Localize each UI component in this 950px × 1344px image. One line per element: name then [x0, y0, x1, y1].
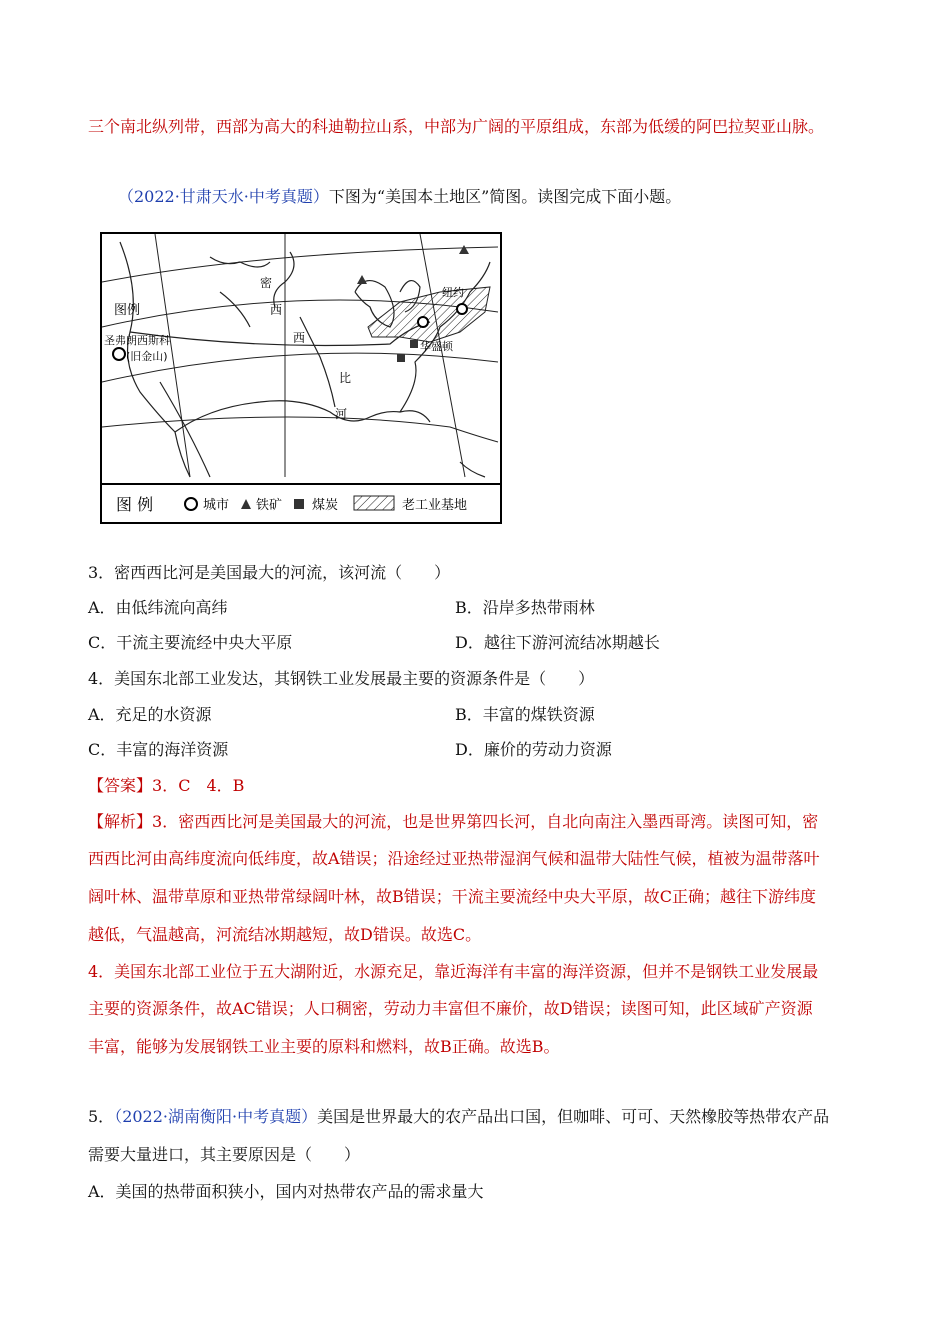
legend-title: 图 例 [116, 495, 154, 514]
legend-coal-label: 煤炭 [312, 498, 339, 513]
analysis-line: 越低，气温越高，河流结冰期越短，故D错误。故选C。 [88, 925, 482, 944]
q5-stem-text: 美国是世界最大的农产品出口国，但咖啡、可可、天然橡胶等热带农产品 [317, 1107, 830, 1126]
analysis-tag: 【解析】 [88, 812, 153, 831]
q5-stem [88, 1106, 829, 1128]
q4-stem: 4．美国东北部工业发达，其钢铁工业发展最主要的资源条件是（ ） [88, 669, 595, 688]
river-label: 西 [293, 331, 306, 345]
river-label: 比 [339, 371, 352, 385]
q4-option-d[interactable]: D．廉价的劳动力资源 [455, 740, 612, 759]
legend-old-base-label: 老工业基地 [402, 498, 468, 513]
legend-coal-icon [294, 499, 304, 509]
q4-option-a[interactable]: A．充足的水资源 [88, 705, 212, 724]
analysis-line: 丰富，能够为发展钢铁工业主要的原料和燃料，故B正确。故选B。 [88, 1037, 560, 1056]
q3-stem: 3．密西西比河是美国最大的河流，该河流（ ） [88, 563, 451, 582]
intro-text: 三个南北纵列带，西部为高大的科迪勒拉山系，中部为广阔的平原组成，东部为低缓的阿巴拉契亚山脉。 [88, 117, 825, 136]
river-label: 密 [260, 276, 273, 290]
answer-text: 3．C 4．B [152, 776, 245, 795]
analysis-text: 3．密西西比河是美国最大的河流，也是世界第四长河，自北向南注入墨西哥湾。读图可知，密 [152, 812, 819, 831]
q5-option-a[interactable]: A．美国的热带面积狭小，国内对热带农产品的需求量大 [88, 1182, 484, 1201]
city-marker [113, 348, 125, 360]
question-source: （2022·甘肃天水·中考真题） [118, 187, 329, 206]
question-prompt: 下图为“美国本土地区”简图。读图完成下面小题。 [328, 187, 682, 206]
river-label: 河 [335, 407, 348, 421]
coal-marker [397, 354, 405, 362]
city-label-sf-alt: (旧金山) [126, 350, 168, 363]
analysis-line: 4．美国东北部工业位于五大湖附近，水源充足，靠近海洋有丰富的海洋资源，但并不是钢铁工业发展最 [88, 962, 819, 981]
us-map-figure [100, 232, 502, 524]
river-label: 西 [270, 303, 283, 317]
q3-option-a[interactable]: A．由低纬流向高纬 [88, 598, 228, 617]
q4-option-c[interactable]: C．丰富的海洋资源 [88, 740, 229, 759]
q5-number: 5． [88, 1107, 115, 1126]
city-label-dc: 华盛顿 [420, 340, 453, 353]
q5-stem-line2: 需要大量进口，其主要原因是（ ） [88, 1145, 361, 1164]
city-marker [457, 304, 467, 314]
q4-option-b[interactable]: B．丰富的煤铁资源 [455, 705, 595, 724]
analysis-line [88, 811, 818, 833]
legend-city-icon [185, 498, 197, 510]
analysis-line: 西西比河由高纬度流向低纬度，故A错误；沿途经过亚热带湿润气候和温带大陆性气候，植被为温带落叶 [88, 849, 820, 868]
answer-tag: 【答案】 [88, 776, 153, 795]
coal-marker [410, 340, 418, 348]
legend-city-label: 城市 [203, 498, 230, 513]
legend-old-base-icon [354, 496, 394, 510]
analysis-line: 主要的资源条件，故AC错误；人口稠密，劳动力丰富但不廉价，故D错误；读图可知，此区域矿产资源 [88, 999, 813, 1018]
legend-iron-label: 铁矿 [256, 498, 283, 513]
map-legend-label: 图例 [114, 303, 141, 318]
city-label-sf: 圣弗朗西斯科 [104, 334, 170, 347]
city-marker [418, 317, 428, 327]
analysis-line: 阔叶林、温带草原和亚热带常绿阔叶林，故B错误；干流主要流经中央大平原，故C正确；越往下游纬度 [88, 887, 817, 906]
question-group-header [118, 186, 681, 208]
q3-option-c[interactable]: C．干流主要流经中央大平原 [88, 633, 293, 652]
q3-option-b[interactable]: B．沿岸多热带雨林 [455, 598, 595, 617]
answer-line [88, 775, 244, 797]
q5-source: （2022·湖南衡阳·中考真题） [114, 1107, 318, 1126]
city-label-ny: 纽约 [442, 286, 464, 299]
q3-option-d[interactable]: D．越往下游河流结冰期越长 [455, 633, 660, 652]
